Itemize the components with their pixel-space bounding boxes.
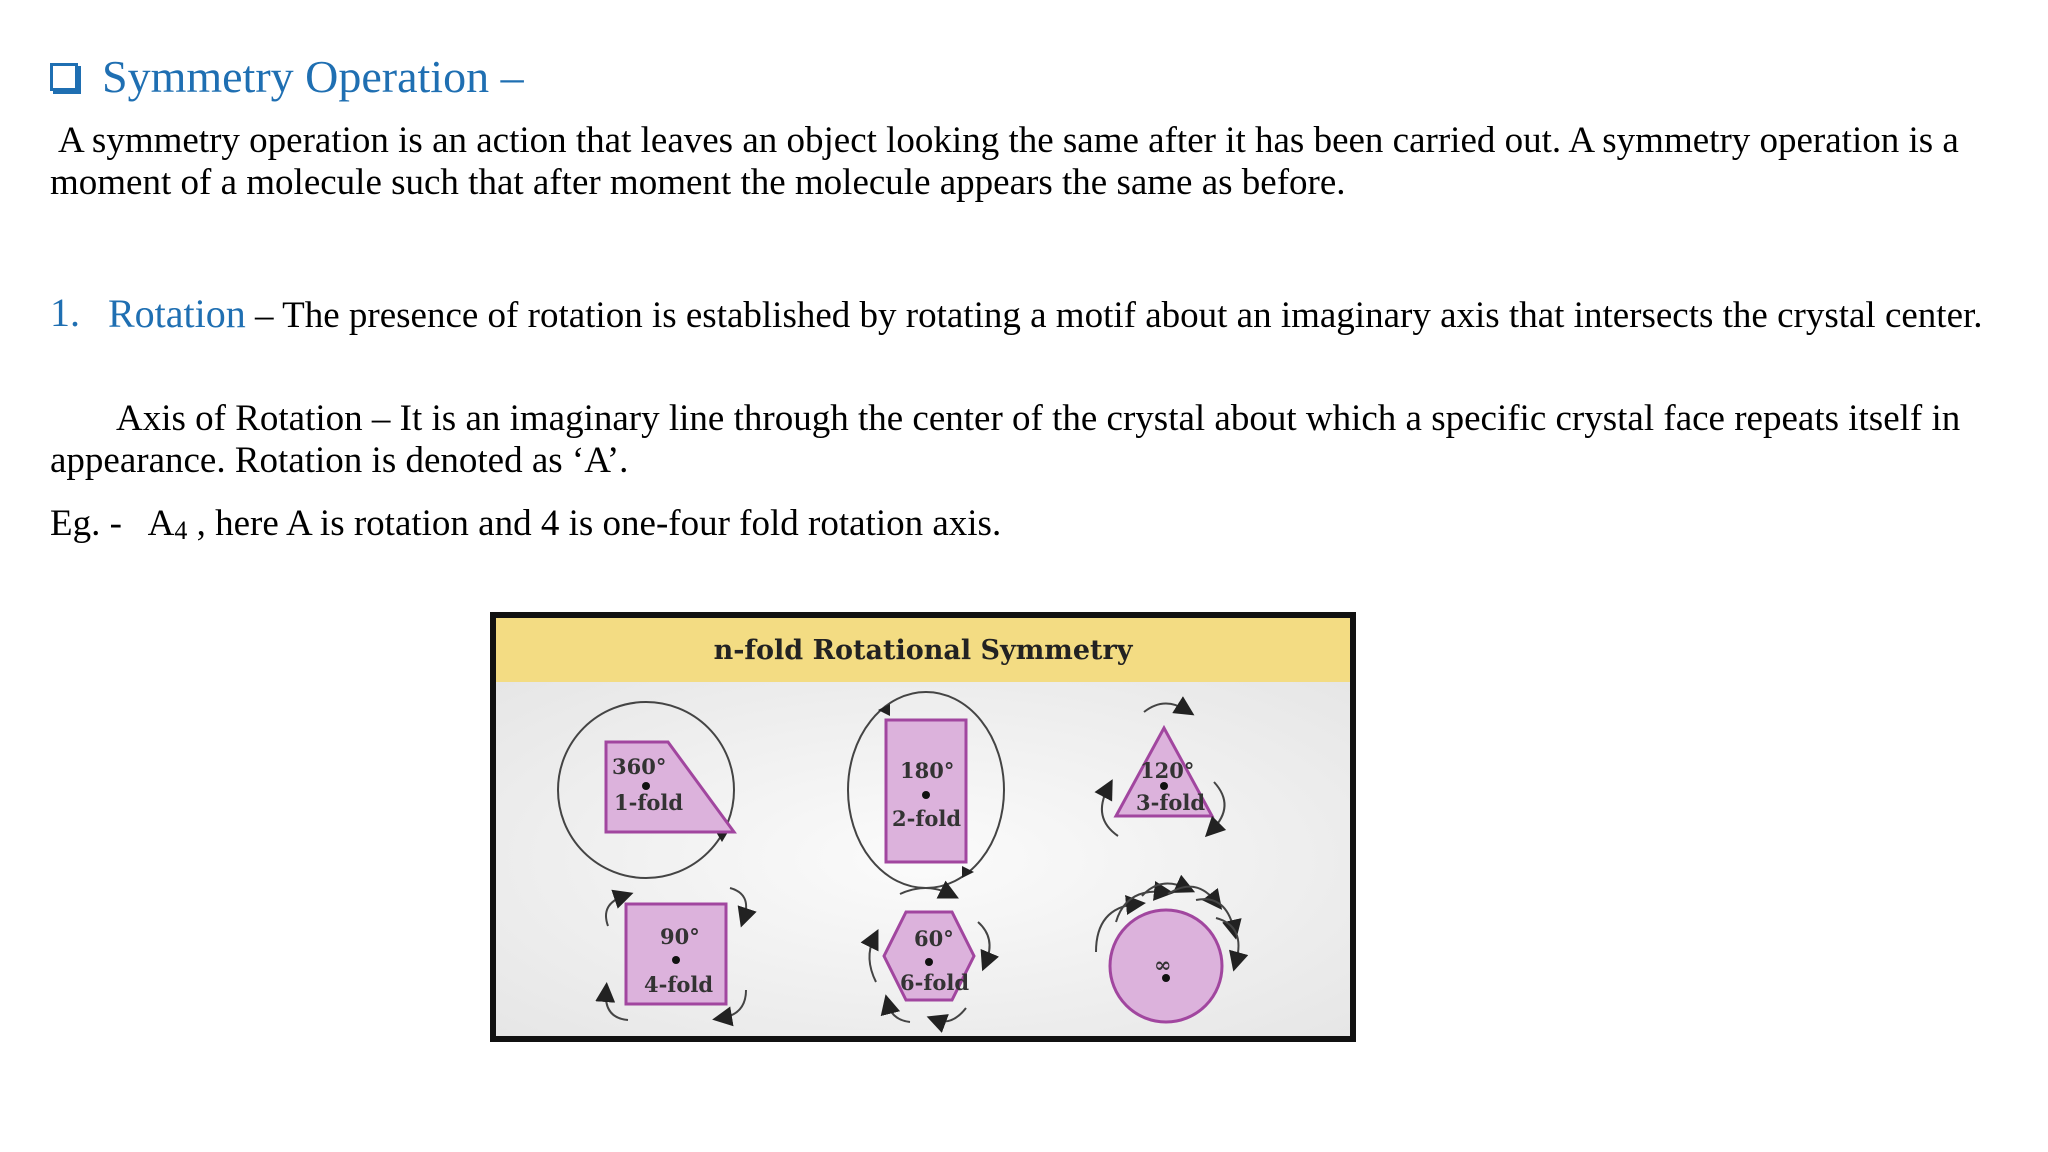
infinite-fold-shape: [1096, 884, 1239, 1023]
two-fold-label: 2-fold: [892, 806, 962, 831]
example-prefix: Eg. - A: [50, 503, 175, 544]
rotation-text: – The presence of rotation is established by rotating a motif about an imaginary axis that intersects the crystal center.: [245, 295, 1983, 336]
rotational-symmetry-figure: [490, 612, 1356, 1042]
example-subscript: 4: [174, 516, 188, 545]
six-fold-arrow-icon: [900, 888, 950, 894]
example-paragraph: [50, 503, 2010, 552]
six-fold-shape: [869, 888, 989, 1022]
section-heading: [50, 50, 524, 103]
three-fold-arrow-icon: [1144, 703, 1186, 712]
checkbox-bullet-icon: [50, 63, 78, 91]
one-fold-label: 1-fold: [614, 790, 684, 815]
six-fold-label: 6-fold: [900, 970, 970, 995]
one-fold-shape: [558, 702, 734, 878]
axis-paragraph: Axis of Rotation – It is an imaginary line through the center of the crystal about which a specific crystal face repeats itself in appearance. Rotation is denoted as ‘A’.: [50, 398, 1961, 481]
three-fold-shape: [1102, 703, 1225, 836]
figure-diagram: [496, 682, 1350, 1036]
list-number: 1.: [50, 290, 80, 335]
three-fold-angle: 120°: [1140, 758, 1195, 783]
two-fold-angle: 180°: [900, 758, 955, 783]
one-fold-angle: 360°: [612, 754, 667, 779]
four-fold-label: 4-fold: [644, 972, 714, 997]
four-fold-angle: 90°: [660, 924, 700, 949]
four-fold-arrow-icon: [606, 896, 624, 926]
four-fold-shape: [606, 888, 746, 1020]
six-fold-angle: 60°: [914, 926, 954, 951]
three-fold-label: 3-fold: [1136, 790, 1206, 815]
figure-body: [496, 682, 1350, 1036]
rotation-title: Rotation: [108, 291, 246, 336]
heading-text: Symmetry Operation –: [102, 51, 524, 102]
two-fold-shape: [848, 692, 1004, 888]
figure-title: n-fold Rotational Symmetry: [496, 618, 1350, 682]
example-suffix: , here A is rotation and 4 is one-four fold rotation axis.: [187, 503, 1002, 544]
intro-paragraph: A symmetry operation is an action that leaves an object looking the same after it has been carried out. A symmetry operation is a moment of a molecule such that after moment the molecule appears the same as before.: [50, 120, 1959, 203]
rotation-paragraph: [108, 293, 2008, 337]
infinite-fold-symbol: ∞: [1154, 952, 1172, 977]
